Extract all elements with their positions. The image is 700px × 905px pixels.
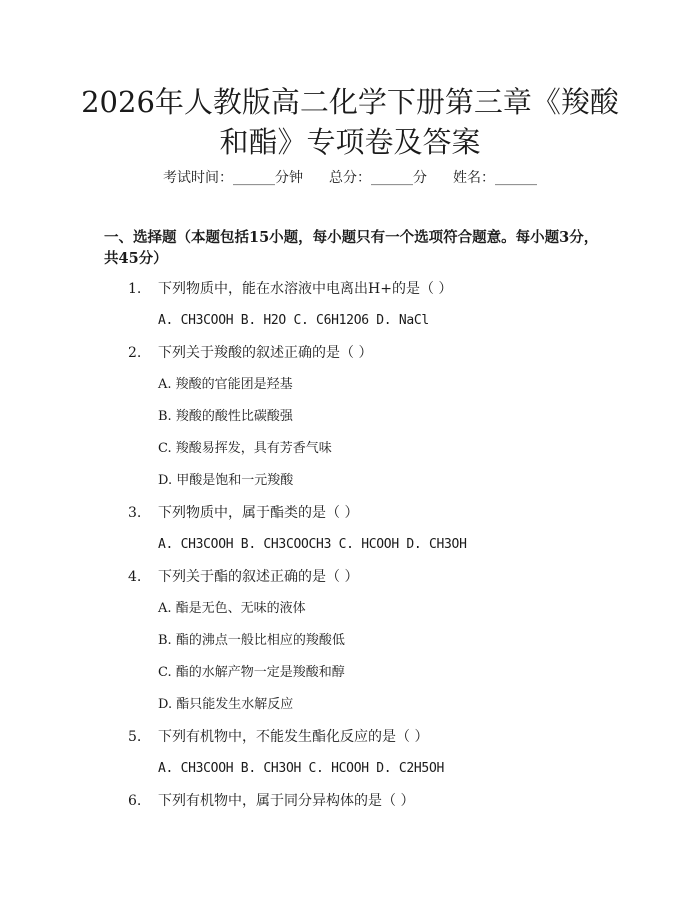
document-title: 2026年人教版高二化学下册第三章《羧酸和酯》专项卷及答案 [81, 85, 619, 159]
option-d [0, 471, 700, 503]
option-text: A. 酯是无色、无味的液体 [158, 601, 306, 616]
option-a [0, 599, 700, 631]
option-text: D. 甲酸是饱和一元羧酸 [158, 473, 294, 488]
option-text: B. 羧酸的酸性比碳酸强 [158, 409, 293, 424]
question-item [0, 279, 700, 311]
option-d [0, 695, 700, 727]
total-score-field: 总分：______分 [329, 170, 427, 186]
question-stem: 下列有机物中，不能发生酯化反应的是（ ） [158, 729, 429, 745]
option-text: C. 羧酸易挥发，具有芳香气味 [158, 441, 332, 456]
option-text: A. 羧酸的官能团是羟基 [158, 377, 293, 392]
question-stem: 下列关于羧酸的叙述正确的是（ ） [158, 345, 373, 361]
option-b [0, 407, 700, 439]
question-number: 2. [128, 345, 142, 361]
question-number: 4. [128, 569, 142, 585]
question-item [0, 727, 700, 759]
option-b [0, 631, 700, 663]
question-item [0, 343, 700, 375]
option-c [0, 439, 700, 471]
option-line: A. CH3COOH B. CH3OH C. HCOOH D. C2H5OH [158, 761, 445, 776]
option-line: A. CH3COOH B. H2O C. C6H12O6 D. NaCl [158, 313, 429, 328]
exam-meta [0, 168, 700, 188]
option-line: A. CH3COOH B. CH3COOCH3 C. HCOOH D. CH3OH [158, 537, 467, 552]
student-name-field: 姓名：______ [453, 170, 537, 186]
option-text: C. 酯的水解产物一定是羧酸和醇 [158, 665, 345, 680]
question-item [0, 503, 700, 535]
question-number: 5. [128, 729, 142, 745]
exam-time-field: 考试时间：______分钟 [163, 170, 303, 186]
question-options [0, 535, 700, 567]
question-options [0, 759, 700, 791]
question-number: 1. [128, 281, 142, 297]
section-heading: 一、选择题（本题包括15小题，每小题只有一个选项符合题意。每小题3分，共45分） [104, 229, 599, 267]
question-number: 6. [128, 793, 142, 809]
option-text: D. 酯只能发生水解反应 [158, 697, 294, 712]
question-options [0, 311, 700, 343]
question-number: 3. [128, 505, 142, 521]
option-text: B. 酯的沸点一般比相应的羧酸低 [158, 633, 345, 648]
question-stem: 下列物质中，能在水溶液中电离出H+的是（ ） [158, 281, 453, 297]
option-c [0, 663, 700, 695]
question-stem: 下列有机物中，属于同分异构体的是（ ） [158, 793, 415, 809]
question-stem: 下列关于酯的叙述正确的是（ ） [158, 569, 359, 585]
question-list [0, 279, 700, 823]
question-item [0, 567, 700, 599]
question-stem: 下列物质中，属于酯类的是（ ） [158, 505, 359, 521]
question-item [0, 791, 700, 823]
option-a [0, 375, 700, 407]
